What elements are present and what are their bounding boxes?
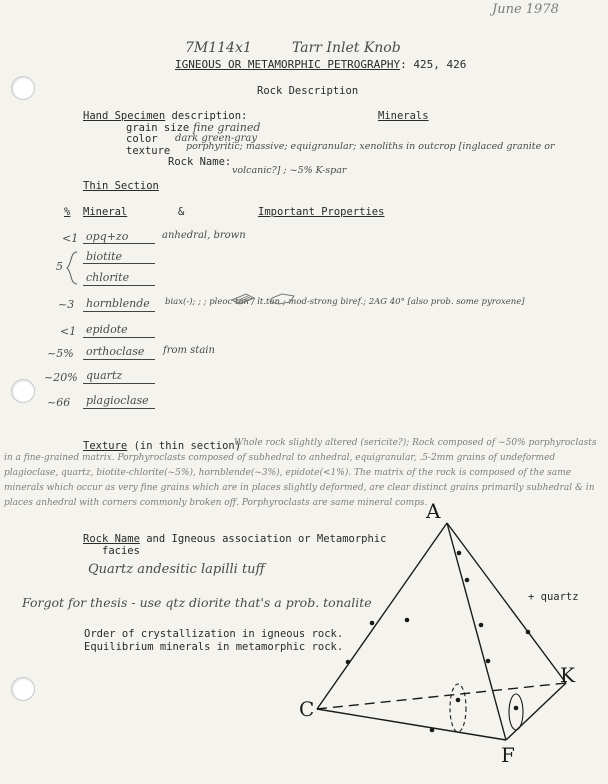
row-percent: <1 bbox=[62, 232, 79, 245]
plot-point bbox=[486, 659, 491, 664]
texture-heading-label: Texture bbox=[83, 440, 128, 452]
vertex-c-label: C bbox=[299, 697, 315, 721]
minerals-label: Minerals bbox=[378, 110, 429, 122]
grain-size-label: grain size bbox=[126, 122, 190, 134]
location-note: Tarr Inlet Knob bbox=[292, 40, 401, 56]
percent-header: % bbox=[64, 206, 71, 218]
row-mineral: chlorite bbox=[86, 271, 130, 284]
plot-point bbox=[430, 728, 435, 733]
properties-header: Important Properties bbox=[258, 206, 385, 218]
row-properties: biax(-); ; ; pleoc tan / lt.tan ; mod-strong biref.; 2AG 40° [also prob. some pyroxene] bbox=[165, 297, 525, 307]
row-mineral: hornblende bbox=[86, 297, 150, 310]
plot-point bbox=[370, 621, 375, 626]
plot-point bbox=[465, 578, 470, 583]
description-label: description: bbox=[165, 110, 248, 122]
edge-a-k bbox=[447, 523, 566, 683]
rock-name-value: Quartz andesitic lapilli tuff bbox=[88, 562, 265, 577]
rock-name-heading-label: Rock Name bbox=[83, 533, 140, 545]
rock-description-title: Rock Description bbox=[257, 85, 359, 97]
plot-point bbox=[405, 618, 410, 623]
sample-id: 7M114x1 bbox=[185, 40, 252, 56]
edge-a-c bbox=[317, 523, 447, 709]
plot-point bbox=[514, 706, 519, 711]
vertex-k-label: K bbox=[560, 663, 575, 687]
row-mineral: quartz bbox=[86, 369, 123, 382]
vertex-a-label: A bbox=[426, 499, 441, 523]
plot-point bbox=[346, 660, 351, 665]
edge-f-k bbox=[506, 683, 566, 740]
texture-label: texture bbox=[126, 145, 171, 157]
mineral-header: Mineral bbox=[83, 206, 128, 218]
form-title-text: IGNEOUS OR METAMORPHIC PETROGRAPHY bbox=[175, 58, 401, 71]
row-mineral: biotite bbox=[86, 250, 123, 263]
crystallization-line2: Equilibrium minerals in metamorphic rock. bbox=[84, 641, 344, 653]
row-mineral: plagioclase bbox=[86, 394, 149, 407]
facies-label: facies bbox=[102, 545, 140, 557]
and-header: & bbox=[178, 206, 185, 218]
thesis-note: Forgot for thesis - use qtz diorite that's a prob. tonalite bbox=[22, 595, 372, 610]
composition-points bbox=[346, 551, 531, 733]
edge-c-k-hidden bbox=[317, 683, 566, 709]
color-value: dark green-gray bbox=[175, 133, 258, 144]
texture-notes: Whole rock slightly altered (sericite?); Rock composed of ~50% porphyroclasts in a fine-grained matrix. Porphyroclasts composed of subhedral to anhedral, equigranular, .5-2mm grains of undeformed plagioclase, quartz, biotite-chlorite(~5%), hornblende(~3%), epidote(<1%). The matrix of the rock is composed of the same minerals which occur as very fine grains which are in places slightly deformed, are clear distinct grains primarily subhedral & in places anhedral with corners commonly broken off. Porphyroclasts are same mineral comps. bbox=[4, 438, 597, 508]
edge-a-f bbox=[447, 523, 506, 740]
plane-sketches bbox=[450, 684, 523, 732]
vertex-f-label: F bbox=[501, 743, 515, 767]
row-percent: ~66 bbox=[47, 396, 71, 409]
texture-value-line1: porphyritic; massive; equigranular; xenoliths in outcrop [inglaced granite or bbox=[186, 141, 555, 152]
thin-section-title: Thin Section bbox=[83, 180, 159, 192]
rock-name-label: Rock Name: bbox=[168, 156, 232, 168]
plot-point bbox=[479, 623, 484, 628]
plane-ellipse-left bbox=[450, 684, 466, 732]
row-percent: ~20% bbox=[44, 371, 78, 384]
rock-name-heading-suffix: and Igneous association or Metamorphic bbox=[139, 533, 387, 545]
edge-c-f bbox=[317, 709, 506, 740]
plane-ellipse-right bbox=[509, 694, 523, 730]
row-percent: ~5% bbox=[47, 347, 74, 360]
hand-specimen-label: Hand Specimen bbox=[83, 110, 166, 122]
row-percent: <1 bbox=[60, 325, 77, 338]
date-note: June 1978 bbox=[492, 2, 559, 17]
texture-value-line2: volcanic?] ; ~5% K-spar bbox=[232, 165, 347, 176]
row-mineral: opq+zo bbox=[86, 230, 129, 243]
color-label: color bbox=[126, 133, 158, 145]
plot-point bbox=[457, 551, 462, 556]
apex-label: + quartz bbox=[528, 591, 579, 603]
row-mineral: orthoclase bbox=[86, 345, 145, 358]
row-properties: from stain bbox=[163, 345, 215, 356]
grain-size-value: fine grained bbox=[193, 121, 261, 134]
row-percent: 5 bbox=[56, 260, 63, 273]
form-numbers: : 425, 426 bbox=[400, 58, 467, 71]
row-mineral: epidote bbox=[86, 323, 128, 336]
plot-point bbox=[456, 698, 461, 703]
row-properties: anhedral, brown bbox=[162, 230, 246, 241]
plot-point bbox=[526, 630, 531, 635]
texture-heading-suffix: (in thin section) bbox=[127, 440, 242, 452]
crystallization-line1: Order of crystallization in igneous rock. bbox=[84, 628, 344, 640]
row-percent: ~3 bbox=[58, 298, 75, 311]
